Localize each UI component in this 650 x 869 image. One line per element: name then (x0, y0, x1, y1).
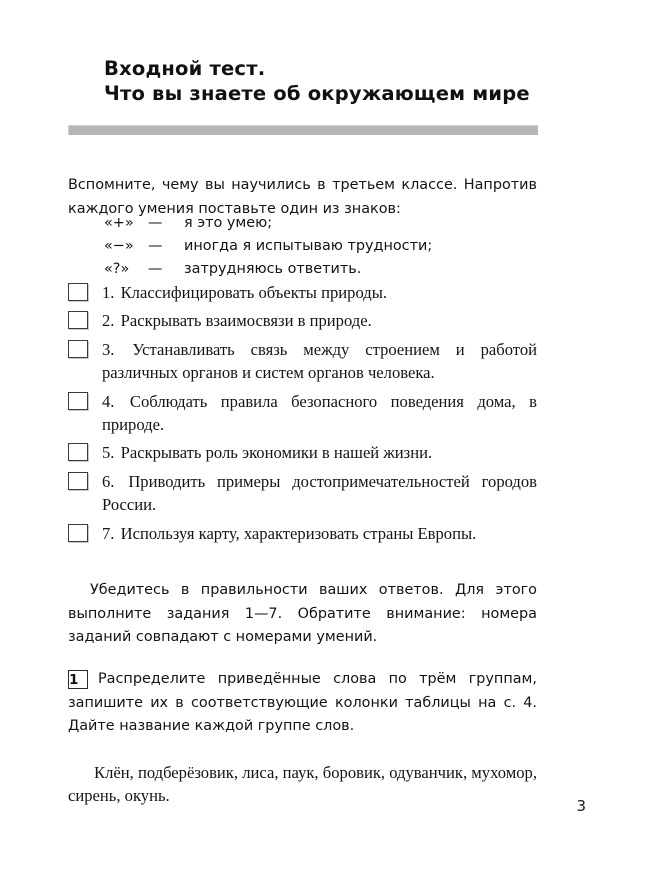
legend-dash: — (148, 261, 163, 277)
skill-number: 2. (102, 311, 115, 331)
skill-label: Раскрывать взаимосвязи в природе. (120, 311, 372, 331)
skill-checkbox[interactable] (68, 311, 88, 329)
legend-text: затрудняюсь ответить. (184, 261, 362, 277)
legend-dash: — (148, 238, 163, 254)
skill-item (68, 522, 537, 545)
skill-item (68, 309, 537, 332)
legend-dash: — (148, 215, 163, 231)
skills-checklist (68, 281, 537, 550)
legend-item (104, 212, 534, 235)
skill-number: 6. (102, 471, 115, 491)
legend-sign: «−» (104, 238, 134, 254)
task-1 (68, 668, 537, 739)
skill-number: 5. (102, 443, 115, 463)
skill-number: 4. (102, 391, 115, 411)
skill-item (68, 338, 537, 385)
page-title-line-1: Входной тест. (104, 57, 266, 80)
skill-text (102, 441, 537, 464)
confirm-paragraph: Убедитесь в правильности ваших ответов. Для этого выполните задания 1—7. Обратите внимание: номера заданий совпадают с номерами умений. (68, 582, 537, 646)
legend-text: иногда я испытываю трудности; (184, 238, 433, 254)
skill-checkbox[interactable] (68, 392, 88, 410)
title-divider (68, 125, 538, 135)
legend-text: я это умею; (184, 215, 273, 231)
legend-sign: «+» (104, 215, 134, 231)
skill-label: Устанавливать связь между строением и работой различных органов и систем органов человека. (102, 339, 537, 383)
skill-text (102, 390, 537, 437)
skill-checkbox[interactable] (68, 524, 88, 542)
legend-sign: «?» (104, 261, 130, 277)
task-1-word-list: Клён, подберёзовик, лиса, паук, боровик, одуванчик, мухомор, сирень, окунь. (68, 762, 537, 805)
page-title (104, 56, 544, 106)
task-number-badge: 1 (68, 670, 88, 689)
page-number: 3 (576, 797, 586, 815)
skill-label: Классифицировать объекты природы. (120, 283, 388, 302)
skill-item (68, 390, 537, 437)
skill-label: Соблюдать правила безопасного поведения дома, в природе. (102, 391, 537, 435)
skill-number: 3. (102, 339, 115, 359)
skill-checkbox[interactable] (68, 283, 88, 301)
task-1-body (68, 668, 537, 739)
skill-checkbox[interactable] (68, 340, 88, 358)
skill-label: Используя карту, характеризовать страны Европы. (120, 523, 477, 543)
skill-number: 7. (102, 523, 115, 543)
skill-text (102, 309, 537, 332)
skill-text (102, 338, 537, 385)
task-1-instruction: Распределите приведённые слова по трём группам, запишите их в соответствующие колонки таблицы на с. 4. Дайте название каждой группе слов. (68, 671, 537, 734)
skill-text (102, 522, 537, 545)
skill-number: 1. (102, 283, 115, 302)
intro-paragraph: Вспомните, чему вы научились в третьем классе. Напротив каждого умения поставьте один из знаков: (68, 177, 537, 217)
legend-item (104, 235, 534, 258)
skill-checkbox[interactable] (68, 443, 88, 461)
skill-item (68, 470, 537, 517)
skill-label: Приводить примеры достопримечательностей городов России. (102, 471, 537, 515)
skill-text (102, 281, 537, 304)
page-title-line-2: Что вы знаете об окружающем мире (104, 82, 530, 105)
skill-checkbox[interactable] (68, 472, 88, 490)
skill-item (68, 441, 537, 464)
skill-item (68, 281, 537, 304)
skill-text (102, 470, 537, 517)
legend-list (104, 212, 534, 281)
legend-item (104, 258, 534, 281)
skill-label: Раскрывать роль экономики в нашей жизни. (120, 443, 433, 463)
